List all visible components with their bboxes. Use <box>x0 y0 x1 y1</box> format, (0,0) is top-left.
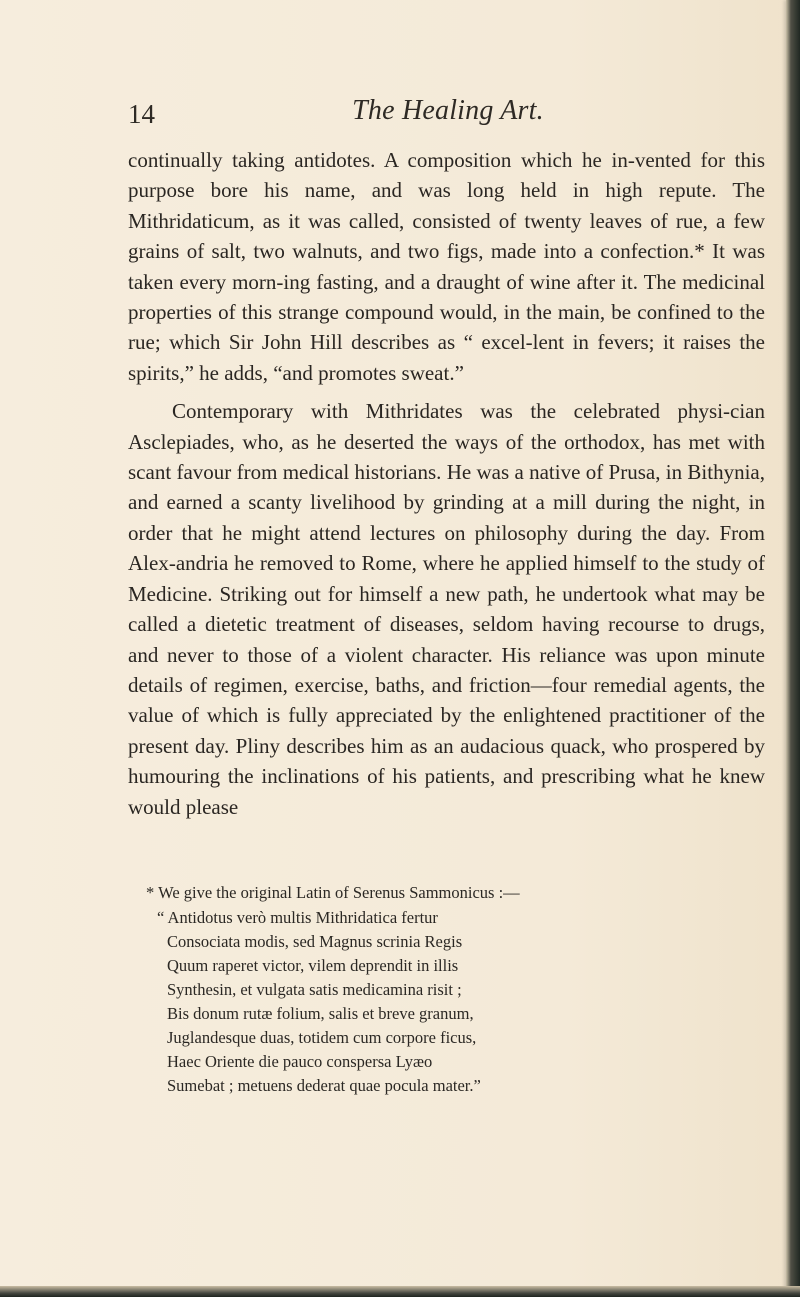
paragraph-asclepiades: Contemporary with Mithridates was the celebrated physi-cian Asclepiades, who, as he deserted the ways of the orthodox, has met with scant favour from medical historians. He was a native of Prusa, in Bithynia, and earned a scanty livelihood by grinding at a mill during the night, in order that he might attend lectures on philosophy during the day. From Alex-andria he removed to Rome, where he applied himself to the study of Medicine. Striking out for himself a new path, he undertook what may be called a dietetic treatment of diseases, seldom having recourse to drugs, and never to those of a violent character. His reliance was upon minute details of regimen, exercise, baths, and friction—four remedial agents, the value of which is fully appreciated by the enlightened practitioner of the present day. Pliny describes him as an audacious quack, who prospered by humouring the inclinations of his patients, and prescribing what he knew would please <box>128 399 765 819</box>
verse-line: “ Antidotus verò multis Mithridatica fertur <box>157 908 438 927</box>
page-header <box>128 95 768 137</box>
footnote-intro: * We give the original Latin of Serenus Sammonicus :— <box>146 883 520 902</box>
verse-line: Haec Oriente die pauco conspersa Lyæo <box>167 1052 433 1071</box>
running-title: The Healing Art. <box>352 95 544 126</box>
verse-line: Synthesin, et vulgata satis medicamina risit ; <box>167 980 462 999</box>
page-number: 14 <box>128 99 155 129</box>
verse-line: Juglandesque duas, totidem cum corpore ficus, <box>167 1028 477 1047</box>
verse-line: Consociata modis, sed Magnus scrinia Regis <box>167 932 463 951</box>
footnote <box>146 881 763 1098</box>
verse-line: Bis donum rutæ folium, salis et breve granum, <box>167 1004 474 1023</box>
right-page-edge <box>786 0 800 1290</box>
bottom-page-edge <box>0 1286 800 1297</box>
main-text <box>128 145 765 822</box>
verse-line: Quum raperet victor, vilem deprendit in illis <box>167 956 459 975</box>
verse-line: Sumebat ; metuens dederat quae pocula mater.” <box>167 1076 481 1095</box>
paragraph-mithridaticum: continually taking antidotes. A composition which he in-vented for this purpose bore his name, and was long held in high repute. The Mithridaticum, as it was called, consisted of twenty leaves of rue, a few grains of salt, two walnuts, and two figs, made into a confection.* It was taken every morn-ing fasting, and a draught of wine after it. The medicinal properties of this strange compound would, in the main, be confined to the rue; which Sir John Hill describes as “ excel-lent in fevers; it raises the spirits,” he adds, “and promotes sweat.” <box>128 148 765 385</box>
